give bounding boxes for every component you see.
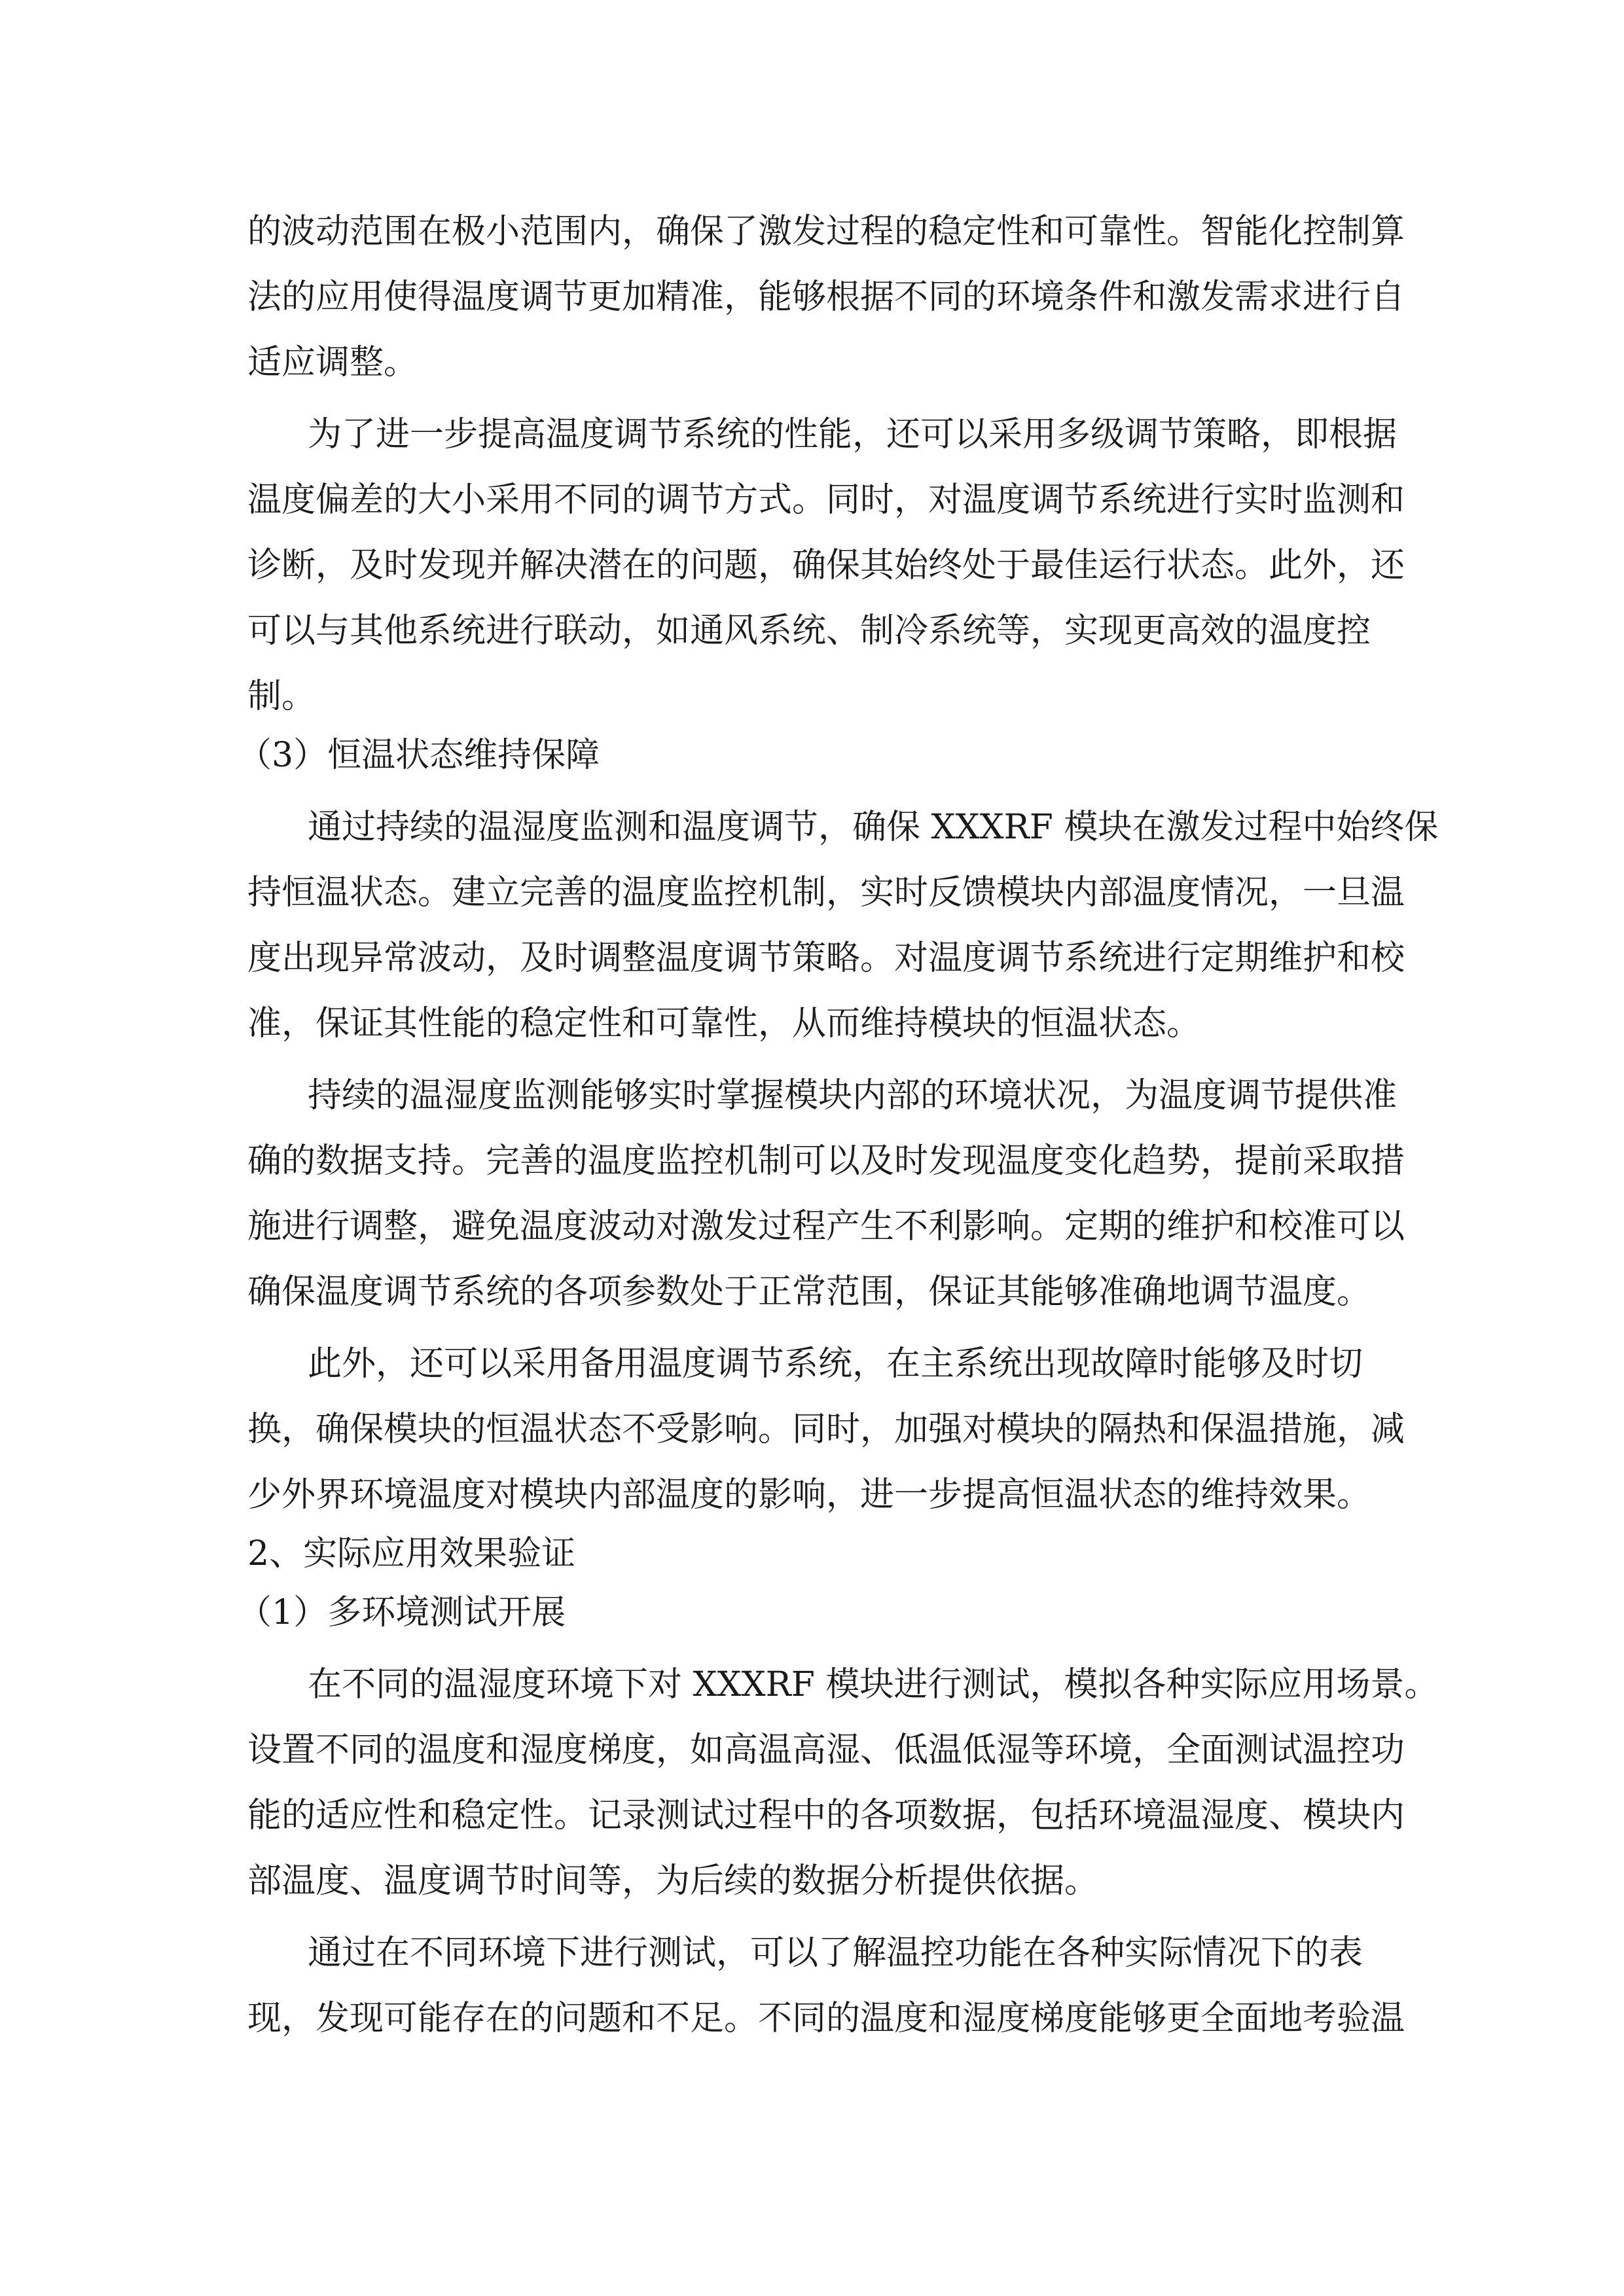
paragraph-6-line-2: 设置不同的温度和湿度梯度，如高温高湿、低温低湿等环境，全面测试温控功	[247, 1731, 1405, 1770]
paragraph-4-line-2: 确的数据支持。完善的温度监控机制可以及时发现温度变化趋势，提前采取措	[247, 1141, 1405, 1181]
paragraph-1-line-1: 的波动范围在极小范围内，确保了激发过程的稳定性和可靠性。智能化控制算	[247, 212, 1405, 251]
paragraph-2-line-1: 为了进一步提高温度调节系统的性能，还可以采用多级调节策略，即根据	[308, 415, 1398, 454]
paragraph-6-line-3: 能的适应性和稳定性。记录测试过程中的各项数据，包括环境温湿度、模块内	[247, 1796, 1405, 1835]
section-heading-3: （3）恒温状态维持保障	[238, 736, 600, 775]
paragraph-4-line-1: 持续的温湿度监测能够实时掌握模块内部的环境状况，为温度调节提供准	[308, 1076, 1398, 1115]
paragraph-7-line-1: 通过在不同环境下进行测试，可以了解温控功能在各种实际情况下的表	[308, 1933, 1363, 1973]
paragraph-7-line-2: 现，发现可能存在的问题和不足。不同的温度和湿度梯度能够更全面地考验温	[247, 1999, 1405, 2038]
paragraph-4-line-3: 施进行调整，避免温度波动对激发过程产生不利影响。定期的维护和校准可以	[247, 1207, 1405, 1246]
paragraph-4-line-4: 确保温度调节系统的各项参数处于正常范围，保证其能够准确地调节温度。	[247, 1272, 1371, 1312]
paragraph-5-line-3: 少外界环境温度对模块内部温度的影响，进一步提高恒温状态的维持效果。	[247, 1475, 1371, 1515]
paragraph-6-line-4: 部温度、温度调节时间等，为后续的数据分析提供依据。	[247, 1861, 1099, 1901]
paragraph-2-line-3: 诊断，及时发现并解决潜在的问题，确保其始终处于最佳运行状态。此外，还	[247, 546, 1405, 585]
subsection-heading-1: （1）多环境测试开展	[238, 1593, 566, 1632]
paragraph-6-line-1: 在不同的温湿度环境下对 XXXRF 模块进行测试，模拟各种实际应用场景。	[308, 1665, 1439, 1704]
paragraph-3-line-3: 度出现异常波动，及时调整温度调节策略。对温度调节系统进行定期维护和校	[247, 939, 1405, 978]
section-heading-2: 2、实际应用效果验证	[247, 1534, 576, 1573]
paragraph-2-line-5: 制。	[247, 677, 316, 716]
paragraph-3-line-4: 准，保证其性能的稳定性和可靠性，从而维持模块的恒温状态。	[247, 1004, 1201, 1043]
paragraph-2-line-4: 可以与其他系统进行联动，如通风系统、制冷系统等，实现更高效的温度控	[247, 611, 1371, 651]
paragraph-3-line-2: 持恒温状态。建立完善的温度监控机制，实时反馈模块内部温度情况，一旦温	[247, 873, 1405, 912]
paragraph-1-line-2: 法的应用使得温度调节更加精准，能够根据不同的环境条件和激发需求进行自	[247, 278, 1405, 317]
paragraph-1-line-3: 适应调整。	[247, 343, 418, 382]
paragraph-5-line-1: 此外，还可以采用备用温度调节系统，在主系统出现故障时能够及时切	[308, 1344, 1363, 1384]
paragraph-2-line-2: 温度偏差的大小采用不同的调节方式。同时，对温度调节系统进行实时监测和	[247, 480, 1405, 520]
paragraph-5-line-2: 换，确保模块的恒温状态不受影响。同时，加强对模块的隔热和保温措施，减	[247, 1410, 1405, 1449]
paragraph-3-line-1: 通过持续的温湿度监测和温度调节，确保 XXXRF 模块在激发过程中始终保	[308, 808, 1439, 847]
